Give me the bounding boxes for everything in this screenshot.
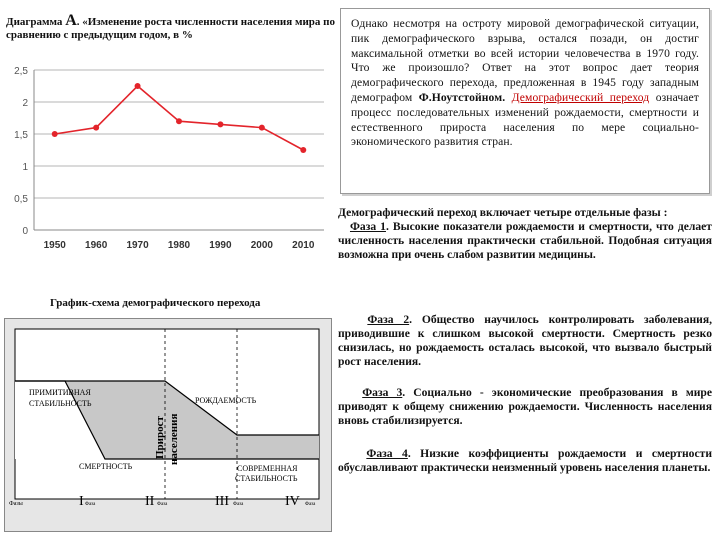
x-tick-label: 1990: [209, 240, 232, 251]
phases-intro-block: [338, 206, 712, 262]
phase-tag-1: Фаза: [85, 502, 96, 507]
box-part1: Однако несмотря на остроту мировой демографической ситуации, пик демографического взрыва, остался позади, он достиг максимальной отметки во всей истории человечества в 1970 году. Что же произошло? Ответ на этот вопрос дает теория демографического перехода, предложенная в 1945 году западным демографом: [351, 17, 699, 104]
label-birth: РОЖДАЕМОСТЬ: [195, 396, 257, 405]
phase-numeral-4: IV: [285, 494, 300, 509]
scheme-svg: [5, 319, 331, 531]
phase4-block: [338, 447, 712, 475]
data-point: [93, 125, 99, 131]
data-point: [135, 83, 141, 89]
phase3-text: . Социально - экономические преобразования в мире приводят к общему снижению рождаемости. Численность населения вновь стабилизируется.: [338, 386, 712, 427]
x-tick-label: 1960: [85, 240, 108, 251]
phase2-block: [338, 313, 712, 369]
label-growth-2: населения: [168, 413, 180, 465]
demographer-name: Ф.Ноутстойном.: [418, 90, 506, 104]
data-point: [259, 125, 265, 131]
x-tick-label: 1970: [126, 240, 149, 251]
x-tick-label: 1950: [43, 240, 66, 251]
phases-intro: Демографический переход включает четыре отдельные фазы :: [338, 206, 668, 219]
chart-title: [6, 14, 336, 42]
y-tick-label: 2,5: [14, 66, 28, 77]
y-tick-label: 2: [22, 98, 28, 109]
scheme-title: График-схема демографического перехода: [50, 297, 261, 309]
label-death: СМЕРТНОСТЬ: [79, 462, 133, 471]
y-tick-label: 0,5: [14, 194, 28, 205]
label-modern-2: СТАБИЛЬНОСТЬ: [235, 474, 298, 483]
data-point: [217, 121, 223, 127]
phase-tag-0: Фазы: [9, 501, 23, 507]
label-modern-1: СОВРЕМЕННАЯ: [237, 464, 298, 473]
series-line: [55, 86, 304, 150]
phase2-label: Фаза 2: [367, 313, 410, 326]
data-point: [176, 118, 182, 124]
y-tick-label: 1,5: [14, 130, 28, 141]
phase3-label: Фаза 3: [362, 386, 403, 399]
phase1-label: Фаза 1: [349, 220, 386, 233]
chart-svg: [4, 60, 334, 255]
data-point: [52, 131, 58, 137]
phase-numeral-2: II: [145, 494, 155, 509]
phase4-label: Фаза 4: [366, 447, 408, 460]
phase-tag-4: Фаза: [305, 502, 316, 507]
phase4-text: . Низкие коэффициенты рождаемости и смертности обуславливают практически неизменный уровень населения планеты.: [338, 447, 713, 474]
phase-tag-3: Фаза: [233, 502, 244, 507]
x-tick-label: 2010: [292, 240, 315, 251]
box-part2: означает процесс последовательных изменений рождаемости, смертности и естественного прироста населения по мере социально-экономического развития стран.: [351, 90, 699, 149]
label-primitive-2: СТАБИЛЬНОСТЬ: [29, 399, 92, 408]
label-primitive-1: ПРИМИТИВНАЯ: [29, 388, 91, 397]
phase3-block: [338, 386, 712, 428]
transition-text-box: [340, 8, 710, 194]
y-tick-label: 1: [22, 162, 28, 173]
chart-title-letter: А: [65, 12, 77, 29]
phase-numeral-1: I: [79, 494, 84, 509]
population-growth-chart: [4, 60, 334, 255]
y-tick-label: 0: [22, 226, 28, 237]
chart-title-prefix: Диаграмма: [6, 16, 63, 28]
transition-link[interactable]: Демографический переход: [511, 90, 650, 104]
phase2-text: . Общество научилось контролировать заболевания, приводившие к слишком высокой смертности. Смертность резко снизилась, но рождаемость осталась высокой, что вызвало быстрый рост населения.: [338, 313, 712, 368]
x-tick-label: 1980: [167, 240, 191, 251]
data-point: [300, 147, 306, 153]
x-tick-label: 2000: [250, 240, 273, 251]
label-growth-1: Прирост: [154, 416, 166, 459]
transition-paragraph: [351, 17, 699, 150]
phase1-text: . Высокие показатели рождаемости и смертности, что делает численность населения практически стабильной. Подобная ситуация возможна при очень слабом развитии медицины.: [338, 220, 712, 261]
transition-scheme: [4, 318, 332, 532]
phase-numeral-3: III: [215, 494, 229, 509]
phase-tag-2: Фаза: [157, 502, 168, 507]
chart-title-rest: . «Изменение роста численности населения мира по сравнению с предыдущим годом, в %: [6, 16, 335, 41]
